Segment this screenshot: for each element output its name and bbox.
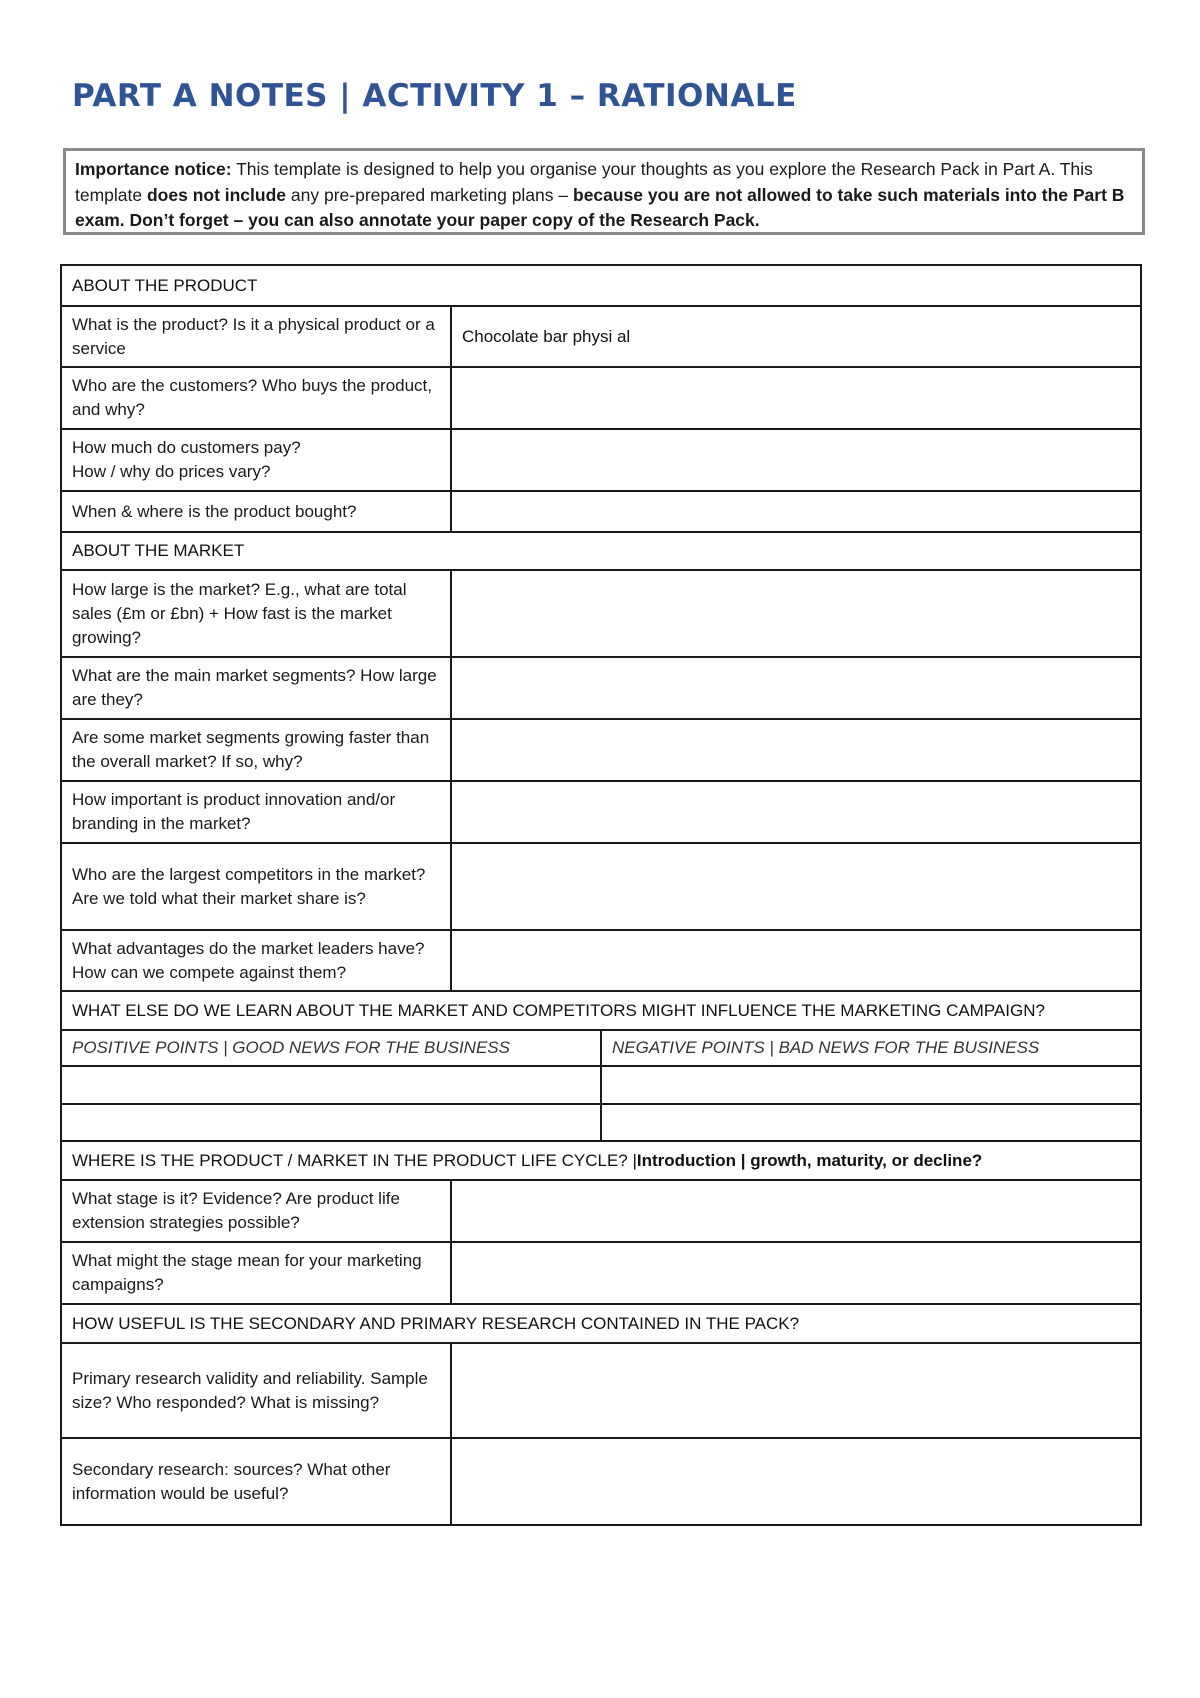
answer-field-competitors[interactable] bbox=[451, 843, 1141, 930]
answer-field-stage-evidence[interactable] bbox=[451, 1180, 1141, 1242]
question-market-segments: What are the main market segments? How large are they? bbox=[61, 657, 451, 719]
answer-field-segment-growth[interactable] bbox=[451, 719, 1141, 781]
answer-field-market-segments[interactable] bbox=[451, 657, 1141, 719]
negative-points-header: NEGATIVE POINTS | BAD NEWS FOR THE BUSINESS bbox=[601, 1030, 1141, 1066]
answer-field-secondary-research[interactable] bbox=[451, 1438, 1141, 1525]
notice-label: Importance notice: bbox=[75, 159, 232, 179]
answer-field-innovation-branding[interactable] bbox=[451, 781, 1141, 843]
table-row bbox=[61, 1438, 1141, 1525]
question-market-leaders: What advantages do the market leaders have? How can we compete against them? bbox=[61, 930, 451, 991]
question-segment-growth: Are some market segments growing faster than the overall market? If so, why? bbox=[61, 719, 451, 781]
question-product-type: What is the product? Is it a physical product or a service bbox=[61, 306, 451, 367]
table-row bbox=[61, 1104, 1141, 1141]
table-row bbox=[61, 657, 1141, 719]
section-row-product bbox=[61, 265, 1141, 306]
answer-field-market-size[interactable] bbox=[451, 570, 1141, 657]
notice-bold-2: because you are not allowed to take such materials into the Part B exam. Don’t forget – you can also annotate your paper copy of the Research Pack. bbox=[75, 184, 1125, 230]
question-primary-research: Primary research validity and reliability. Sample size? Who responded? What is missing? bbox=[61, 1343, 451, 1438]
answer-field-customers[interactable] bbox=[451, 367, 1141, 429]
section-heading-market: ABOUT THE MARKET bbox=[61, 532, 1141, 570]
question-prices-line-2: How / why do prices vary? bbox=[72, 462, 271, 481]
question-stage-evidence: What stage is it? Evidence? Are product life extension strategies possible? bbox=[61, 1180, 451, 1242]
answer-field-prices[interactable] bbox=[451, 429, 1141, 491]
positive-points-header: POSITIVE POINTS | GOOD NEWS FOR THE BUSINESS bbox=[61, 1030, 601, 1066]
table-row bbox=[61, 1343, 1141, 1438]
section-heading-product: ABOUT THE PRODUCT bbox=[61, 265, 1141, 306]
answer-field-market-leaders[interactable] bbox=[451, 930, 1141, 991]
positive-point-field[interactable] bbox=[61, 1066, 601, 1104]
answer-field-stage-meaning[interactable] bbox=[451, 1242, 1141, 1304]
answer-field-when-where[interactable] bbox=[451, 491, 1141, 532]
table-row bbox=[61, 367, 1141, 429]
section-heading-influence: WHAT ELSE DO WE LEARN ABOUT THE MARKET AND COMPETITORS MIGHT INFLUENCE THE MARKETING CAMPAIGN? bbox=[61, 991, 1141, 1030]
section-row-influence bbox=[61, 991, 1141, 1030]
rationale-form-table bbox=[60, 264, 1142, 1526]
table-row bbox=[61, 491, 1141, 532]
question-competitors: Who are the largest competitors in the market? Are we told what their market share is? bbox=[61, 843, 451, 930]
section-row-research bbox=[61, 1304, 1141, 1343]
table-row bbox=[61, 1242, 1141, 1304]
negative-point-field[interactable] bbox=[601, 1066, 1141, 1104]
table-row bbox=[61, 719, 1141, 781]
question-prices-line-1: How much do customers pay? bbox=[72, 438, 301, 457]
question-innovation-branding: How important is product innovation and/or branding in the market? bbox=[61, 781, 451, 843]
table-row bbox=[61, 781, 1141, 843]
notice-text-1: This template is designed to help you organise your thoughts as you explore the Research Pack in Part A. This template bbox=[75, 159, 1093, 205]
notice-text-2: any pre-prepared marketing plans – bbox=[286, 184, 573, 205]
table-row bbox=[61, 429, 1141, 491]
question-market-size: How large is the market? E.g., what are total sales (£m or £bn) + How fast is the market growing? bbox=[61, 570, 451, 657]
section-row-market bbox=[61, 532, 1141, 570]
answer-field-product-type[interactable]: Chocolate bar physi al bbox=[451, 306, 1141, 367]
lifecycle-heading-part-2: Introduction | growth, maturity, or decline? bbox=[636, 1150, 983, 1170]
table-row bbox=[61, 306, 1141, 367]
section-row-lifecycle bbox=[61, 1141, 1141, 1180]
notice-bold-1: does not include bbox=[146, 184, 287, 205]
question-customers: Who are the customers? Who buys the product, and why? bbox=[61, 367, 451, 429]
positive-point-field[interactable] bbox=[61, 1104, 601, 1141]
question-stage-meaning: What might the stage mean for your marketing campaigns? bbox=[61, 1242, 451, 1304]
table-row bbox=[61, 843, 1141, 930]
negative-point-field[interactable] bbox=[601, 1104, 1141, 1141]
question-prices bbox=[61, 429, 451, 491]
table-row bbox=[61, 570, 1141, 657]
answer-field-primary-research[interactable] bbox=[451, 1343, 1141, 1438]
page-title: PART A NOTES | ACTIVITY 1 – RATIONALE bbox=[72, 78, 797, 114]
question-secondary-research: Secondary research: sources? What other information would be useful? bbox=[61, 1438, 451, 1525]
importance-notice bbox=[63, 148, 1145, 235]
table-row bbox=[61, 1180, 1141, 1242]
section-heading-research: HOW USEFUL IS THE SECONDARY AND PRIMARY RESEARCH CONTAINED IN THE PACK? bbox=[61, 1304, 1141, 1343]
lifecycle-heading-part-1: WHERE IS THE PRODUCT / MARKET IN THE PRODUCT LIFE CYCLE? | bbox=[72, 1150, 637, 1170]
table-row bbox=[61, 1066, 1141, 1104]
section-heading-lifecycle bbox=[61, 1141, 1141, 1180]
table-row bbox=[61, 930, 1141, 991]
question-when-where: When & where is the product bought? bbox=[61, 491, 451, 532]
table-row bbox=[61, 1030, 1141, 1066]
